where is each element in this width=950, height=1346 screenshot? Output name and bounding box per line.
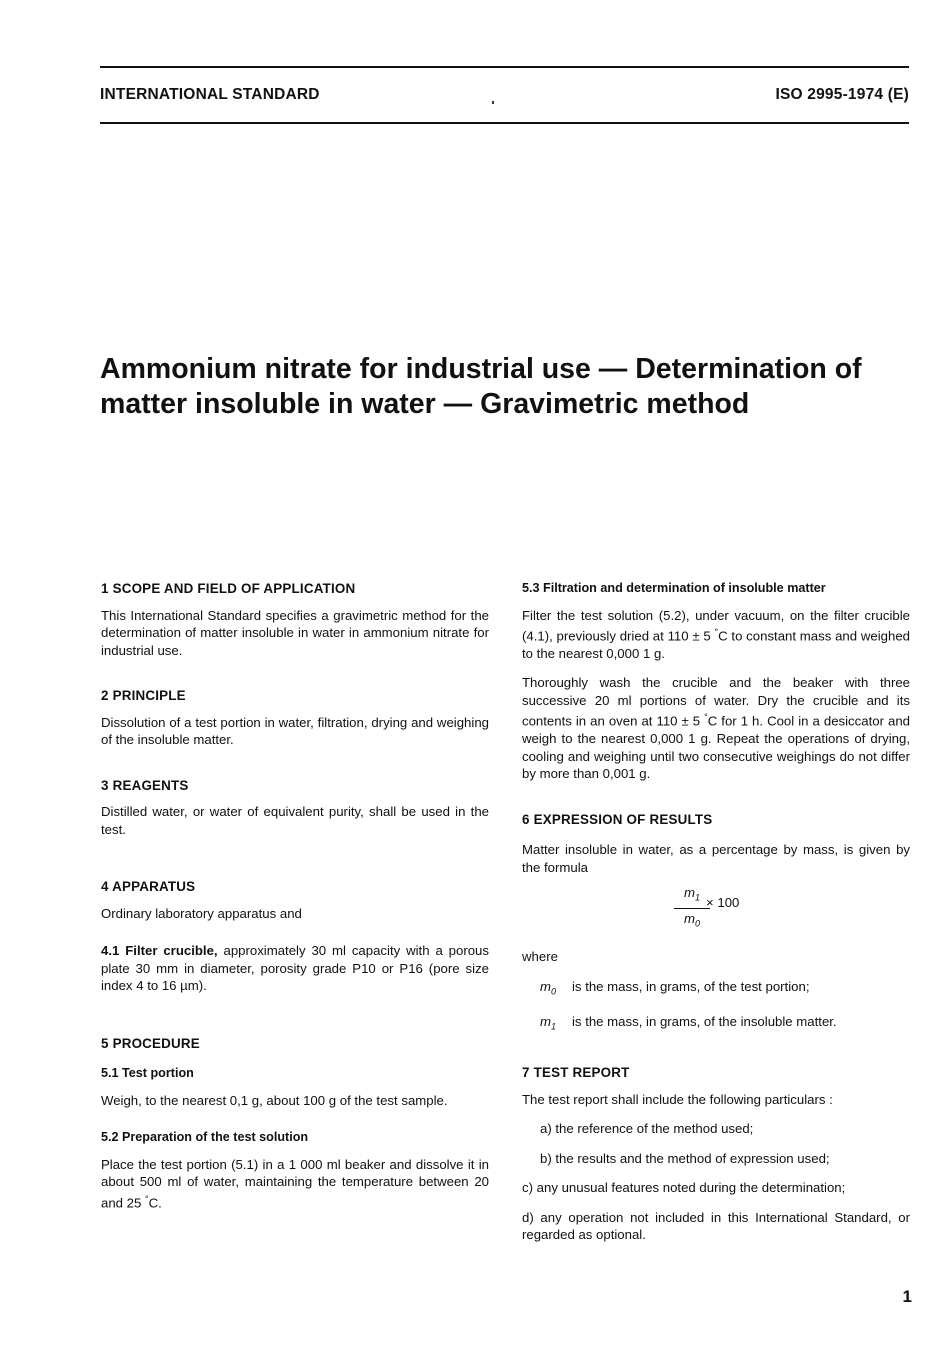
section-5-3-p2-b: C for 1 h. Cool in a desiccator and weigh to the nearest 0,000 1 g. Repeat the operations of drying, cooling and weighing until two consecutive weighings do not differ by more than 0,001 g. bbox=[522, 713, 910, 782]
section-6-heading: 6 EXPRESSION OF RESULTS bbox=[522, 811, 713, 827]
m1-definition: is the mass, in grams, of the insoluble matter. bbox=[572, 1013, 837, 1029]
section-5-1-text: Weigh, to the nearest 0,1 g, about 100 g of the test sample. bbox=[101, 1092, 448, 1108]
title-line-1: Ammonium nitrate for industrial use — Determination of bbox=[100, 353, 862, 385]
formula-numerator bbox=[674, 884, 710, 907]
where-label: where bbox=[522, 949, 558, 965]
where-m0-row bbox=[522, 978, 910, 1001]
header-document-id: ISO 2995-1974 (E) bbox=[775, 86, 909, 103]
degree-symbol: ° bbox=[714, 627, 719, 637]
title-line-2: matter insoluble in water — Gravimetric method bbox=[100, 388, 750, 420]
scan-speck bbox=[492, 101, 494, 104]
m1-symbol bbox=[522, 1013, 572, 1036]
section-5-3-paragraph-2 bbox=[522, 674, 910, 782]
section-4-intro: Ordinary laboratory apparatus and bbox=[101, 905, 302, 921]
section-5-2-text-b: C. bbox=[148, 1194, 162, 1210]
section-4-1-text: approximately 30 ml capacity with a porous plate 30 mm in diameter, porosity grade P10 or P16 (pore size index 4 to 16 µm). bbox=[101, 943, 489, 993]
fraction-bar bbox=[674, 908, 710, 909]
section-3-heading: 3 REAGENTS bbox=[101, 777, 189, 793]
section-5-3-p1-a: Filter the test solution (5.2), under vacuum, on the filter crucible (4.1), previously dried at 110 ± 5 bbox=[522, 607, 910, 644]
section-5-2-text-a: Place the test portion (5.1) in a 1 000 ml beaker and dissolve it in about 500 ml of water, maintaining the temperature between 20 and 25 bbox=[101, 1156, 489, 1210]
right-column bbox=[522, 580, 910, 1244]
result-formula bbox=[522, 884, 910, 942]
degree-symbol: ° bbox=[704, 712, 708, 723]
m1-subscript: 1 bbox=[551, 1021, 557, 1032]
report-item-a: a) the reference of the method used; bbox=[540, 1121, 754, 1137]
section-2-heading: 2 PRINCIPLE bbox=[101, 688, 186, 703]
numerator-symbol: m bbox=[683, 885, 695, 901]
section-1-text: This International Standard specifies a gravimetric method for the determination of matter insoluble in water in ammonium nitrate for industrial use. bbox=[101, 607, 489, 658]
m0-subscript: 0 bbox=[551, 986, 557, 997]
page-number: 1 bbox=[902, 1287, 912, 1306]
section-5-2-heading: 5.2 Preparation of the test solution bbox=[101, 1130, 309, 1144]
m0-letter: m bbox=[540, 978, 551, 994]
section-7-heading: 7 TEST REPORT bbox=[522, 1065, 630, 1081]
denominator-symbol: m bbox=[683, 910, 695, 926]
m0-definition: is the mass, in grams, of the test portion; bbox=[572, 978, 810, 994]
m1-letter: m bbox=[540, 1013, 551, 1029]
section-3-text: Distilled water, or water of equivalent purity, shall be used in the test. bbox=[101, 804, 489, 837]
section-5-3-paragraph-1 bbox=[522, 607, 910, 663]
left-column bbox=[101, 580, 489, 1211]
where-m1-row bbox=[522, 1013, 910, 1036]
header-top-rule bbox=[100, 66, 909, 68]
report-item-d: d) any operation not included in this International Standard, or regarded as optional. bbox=[522, 1209, 910, 1243]
document-title bbox=[100, 352, 900, 422]
section-1-heading: 1 SCOPE AND FIELD OF APPLICATION bbox=[101, 581, 356, 596]
section-4-1-label: 4.1 Filter crucible, bbox=[101, 943, 218, 958]
m0-symbol bbox=[522, 978, 572, 1001]
header-standard-label: INTERNATIONAL STANDARD bbox=[100, 86, 320, 103]
formula-multiplier: × 100 bbox=[706, 895, 740, 911]
section-4-heading: 4 APPARATUS bbox=[101, 879, 196, 894]
section-7-intro: The test report shall include the following particulars : bbox=[522, 1091, 833, 1107]
report-item-b: b) the results and the method of expression used; bbox=[540, 1150, 830, 1166]
formula-denominator bbox=[674, 910, 710, 933]
header-bottom-rule bbox=[100, 122, 909, 124]
section-5-2-text bbox=[101, 1156, 489, 1212]
report-item-c: c) any unusual features noted during the determination; bbox=[522, 1180, 846, 1196]
section-5-3-p2-a: Thoroughly wash the crucible and the beaker with three successive 20 ml portions of water. Dry the crucible and its contents in an oven at 110 ± 5 bbox=[522, 675, 910, 729]
degree-symbol: ° bbox=[145, 1193, 149, 1204]
section-5-1-heading: 5.1 Test portion bbox=[101, 1066, 194, 1080]
section-5-heading: 5 PROCEDURE bbox=[101, 1035, 200, 1051]
section-2-text: Dissolution of a test portion in water, filtration, drying and weighing of the insoluble matter. bbox=[101, 714, 489, 747]
formula-fraction bbox=[674, 884, 710, 932]
section-5-3-p1-b: C to constant mass and weighed to the nearest 0,000 1 g. bbox=[522, 628, 910, 661]
denominator-subscript: 0 bbox=[694, 918, 700, 929]
section-4-1-item bbox=[101, 942, 489, 995]
section-5-3-heading: 5.3 Filtration and determination of insoluble matter bbox=[522, 581, 826, 595]
numerator-subscript: 1 bbox=[694, 892, 700, 903]
section-6-text: Matter insoluble in water, as a percentage by mass, is given by the formula bbox=[522, 842, 910, 875]
